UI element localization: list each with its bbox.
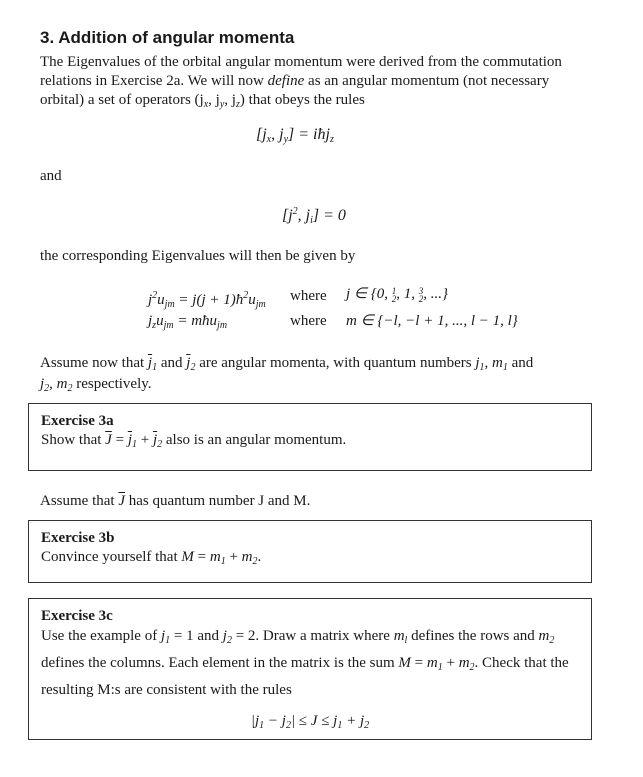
eq-part: = mħu [173, 313, 218, 329]
exercise-3c-box [28, 598, 592, 740]
ex-text: . Check that the [474, 655, 569, 671]
ex-text: defines the columns. Each element in the matrix is the sum [41, 655, 399, 671]
eq2-where: where [290, 313, 327, 329]
eq-sub: z [152, 320, 157, 331]
frac-den: 2 [418, 293, 424, 304]
intro-text: , j [208, 92, 220, 108]
frac-num: 3 [418, 285, 424, 296]
ex-text: Convince yourself that [41, 549, 182, 565]
assume-line-1: Assume now that $\overline{j}_1$ and $\overline{j}_2$ are angular momenta, with quantum numbers $j_1$, $m_1$ and [40, 355, 534, 373]
eq-part: [j [256, 126, 267, 143]
eq-sub: jm [164, 299, 175, 310]
eq1-where: where [290, 288, 327, 304]
exercise-3a-title: Exercise 3a [41, 413, 114, 429]
eq-part: u [156, 313, 164, 329]
intro-text: , j [224, 92, 236, 108]
eq1-condition [346, 284, 448, 304]
frac-num: 1 [391, 285, 397, 296]
frac-den: 2 [391, 293, 397, 304]
exercise-3b-title: Exercise 3b [41, 530, 115, 546]
intro-text: orbital) a set of operators (j [40, 92, 204, 108]
define-word: define [267, 73, 305, 89]
intro-text: as an angular momentum (not necessary [304, 73, 550, 89]
sub-x: x [203, 99, 209, 110]
eq-sub: jm [217, 320, 228, 331]
exercise-3b-text: Convince yourself that $M = m_1 + m_2$. [41, 549, 262, 567]
intro-text: ) that obeys the rules [239, 92, 365, 108]
assume-text: has quantum number J and M. [125, 493, 311, 509]
ex-text: Use the example of [41, 628, 161, 644]
eq-part: [j [282, 207, 293, 224]
eq-part: , j [271, 126, 284, 143]
eq-part: , j [297, 207, 311, 224]
eq-part: u [157, 292, 165, 308]
assume-J: Assume that $\overline{J}$ has quantum number J and M. [40, 493, 311, 509]
assume-line-2: $j_2$, $m_2$ respectively. [40, 376, 152, 394]
and-text: and [40, 168, 62, 184]
eq-part: j [148, 313, 153, 329]
intro-line-2 [40, 71, 549, 91]
exercise-3c-line-3: resulting M:s are consistent with the rules [41, 682, 292, 698]
ex-text: . [257, 549, 262, 565]
eq-sup: 2 [152, 290, 158, 301]
ex-text: Show that [41, 432, 106, 448]
eq-part: j ∈ {0, [346, 286, 392, 302]
eq-sub: jm [255, 299, 266, 310]
assume-text: and [507, 355, 534, 371]
assume-text: Assume that [40, 493, 119, 509]
ex-text: also is an angular momentum. [162, 432, 347, 448]
assume-text: are angular momenta, with quantum numbers [195, 355, 476, 371]
ex-text: . Draw a matrix where [255, 628, 394, 644]
eq-sup: 2 [243, 290, 249, 301]
sub-z: z [235, 99, 240, 110]
eq-sup: 2 [292, 206, 298, 217]
eigen-eq-2 [148, 311, 227, 336]
eq-part: u [248, 292, 256, 308]
eq-sub: x [266, 134, 272, 145]
exercise-3b-box [28, 520, 592, 583]
eq-part: , ...} [423, 286, 448, 302]
eigen-intro: the corresponding Eigenvalues will then be given by [40, 248, 356, 264]
exercise-3c-line-2: defines the columns. Each element in the matrix is the sum $M = m_1 + m_2$. Check that the [41, 655, 569, 673]
sub-y: y [219, 99, 225, 110]
exercise-3c-title: Exercise 3c [41, 608, 113, 624]
eq-part: ] = iħj [288, 126, 330, 143]
assume-text: Assume now that [40, 355, 148, 371]
commutator-1 [256, 125, 334, 150]
eq-part: j [148, 292, 153, 308]
eq-sub: i [310, 215, 313, 226]
exercise-3a-text: Show that $\overline{J} = \overline{j}_1 + \overline{j}_2$ also is an angular momentum. [41, 432, 347, 450]
eq-sub: z [329, 134, 334, 145]
triangle-rule: $|j_1 - j_2| \le J \le j_1 + j_2$ [250, 713, 370, 731]
intro-line-3 [40, 90, 365, 115]
intro-text: relations in Exercise 2a. We will now [40, 73, 268, 89]
assume-text: respectively. [72, 376, 152, 392]
eq-part: , 1, [396, 286, 419, 302]
exercise-3c-line-1: Use the example of $j_1 = 1$ and $j_2 = 2$. Draw a matrix where $m_l$ defines the rows and $m_2$ [41, 628, 555, 646]
exercise-3a-box [28, 403, 592, 471]
eq-sub: jm [163, 320, 174, 331]
ex-text: defines the rows and [407, 628, 539, 644]
section-title: 3. Addition of angular momenta [40, 28, 295, 47]
commutator-2 [282, 202, 346, 231]
assume-text: and [157, 355, 187, 371]
intro-line-1: The Eigenvalues of the orbital angular momentum were derived from the commutation [40, 54, 562, 70]
ex-text: and [193, 628, 223, 644]
eq-part: = j(j + 1)ħ [174, 292, 244, 308]
eq-part: ] = 0 [312, 207, 346, 224]
eq2-condition: m ∈ {−l, −l + 1, ..., l − 1, l} [346, 313, 518, 329]
eq-sub: y [283, 134, 289, 145]
